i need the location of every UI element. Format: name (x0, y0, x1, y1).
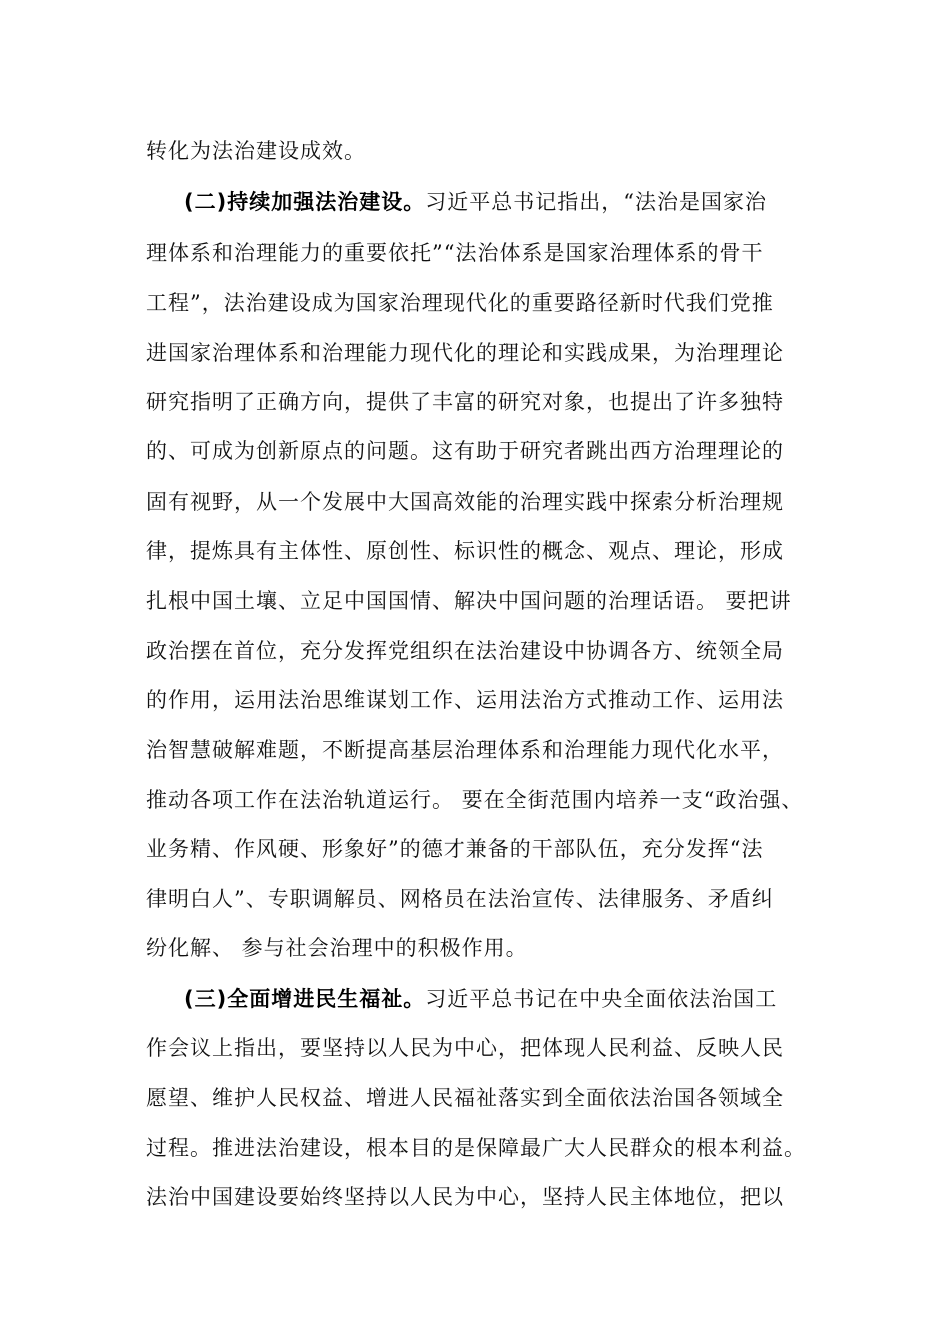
section-heading-line (184, 984, 777, 1014)
line-text: 作会议上指出，要坚持以人民为中心，把体现人民利益、反映人民 (146, 1036, 784, 1060)
line-text: 治智慧破解难题，不断提高基层治理体系和治理能力现代化水平， (146, 738, 784, 762)
section-heading: (二)持续加强法治建设。 (184, 190, 426, 214)
text-line (146, 834, 763, 864)
text-line (146, 536, 784, 566)
line-text: 理体系和治理能力的重要依托”“法治体系是国家治理体系的骨干 (146, 241, 764, 265)
text-line (146, 1133, 806, 1163)
section-heading-line (184, 187, 767, 217)
line-text: 研究指明了正确方向，提供了丰富的研究对象，也提出了许多独特 (146, 390, 784, 414)
text-line (146, 136, 366, 166)
line-text: 的作用，运用法治思维谋划工作、运用法治方式推动工作、运用法 (146, 688, 784, 712)
line-text: 律，提炼具有主体性、原创性、标识性的概念、观点、理论，形成 (146, 539, 784, 563)
text-line (146, 338, 784, 368)
text-line (146, 487, 784, 517)
line-text: 习近平总书记指出，“法治是国家治 (425, 190, 767, 214)
line-text: 工程”，法治建设成为国家治理现代化的重要路径新时代我们党推 (146, 291, 774, 315)
text-line (146, 238, 763, 268)
text-line (146, 884, 774, 914)
text-line (146, 288, 774, 318)
text-line (146, 933, 528, 963)
line-text: 过程。推进法治建设，根本目的是保障最广大人民群众的根本利益。 (146, 1136, 806, 1160)
line-text: 律明白人”、专职调解员、网格员在法治宣传、法律服务、矛盾纠 (146, 887, 774, 911)
line-text: 习近平总书记在中央全面依法治国工 (425, 987, 778, 1011)
line-text: 业务精、作风硬、形象好”的德才兼备的干部队伍，充分发挥“法 (146, 837, 764, 861)
text-line (146, 1083, 784, 1113)
text-line (146, 387, 784, 417)
text-line (146, 685, 784, 715)
line-text: 纷化解、 参与社会治理中的积极作用。 (146, 936, 528, 960)
line-text: 法治中国建设要始终坚持以人民为中心，坚持人民主体地位，把以 (146, 1185, 784, 1209)
text-line (146, 636, 784, 666)
section-heading: (三)全面增进民生福祉。 (184, 987, 426, 1011)
line-text: 的、可成为创新原点的问题。这有助于研究者跳出西方治理理论的 (146, 439, 784, 463)
text-line (146, 1033, 784, 1063)
text-line (146, 1182, 784, 1212)
text-line (146, 436, 784, 466)
text-line (146, 586, 792, 616)
line-text: 政治摆在首位，充分发挥党组织在法治建设中协调各方、统领全局 (146, 639, 784, 663)
line-text: 转化为法治建设成效。 (146, 139, 366, 163)
text-line (146, 785, 803, 815)
line-text: 扎根中国土壤、立足中国国情、解决中国问题的治理话语。 要把讲 (146, 589, 792, 613)
text-line (146, 735, 784, 765)
line-text: 进国家治理体系和治理能力现代化的理论和实践成果，为治理理论 (146, 341, 784, 365)
line-text: 推动各项工作在法治轨道运行。 要在全街范围内培养一支“政治强、 (146, 788, 804, 812)
line-text: 愿望、维护人民权益、增进人民福祉落实到全面依法治国各领域全 (146, 1086, 784, 1110)
line-text: 固有视野，从一个发展中大国高效能的治理实践中探索分析治理规 (146, 490, 784, 514)
